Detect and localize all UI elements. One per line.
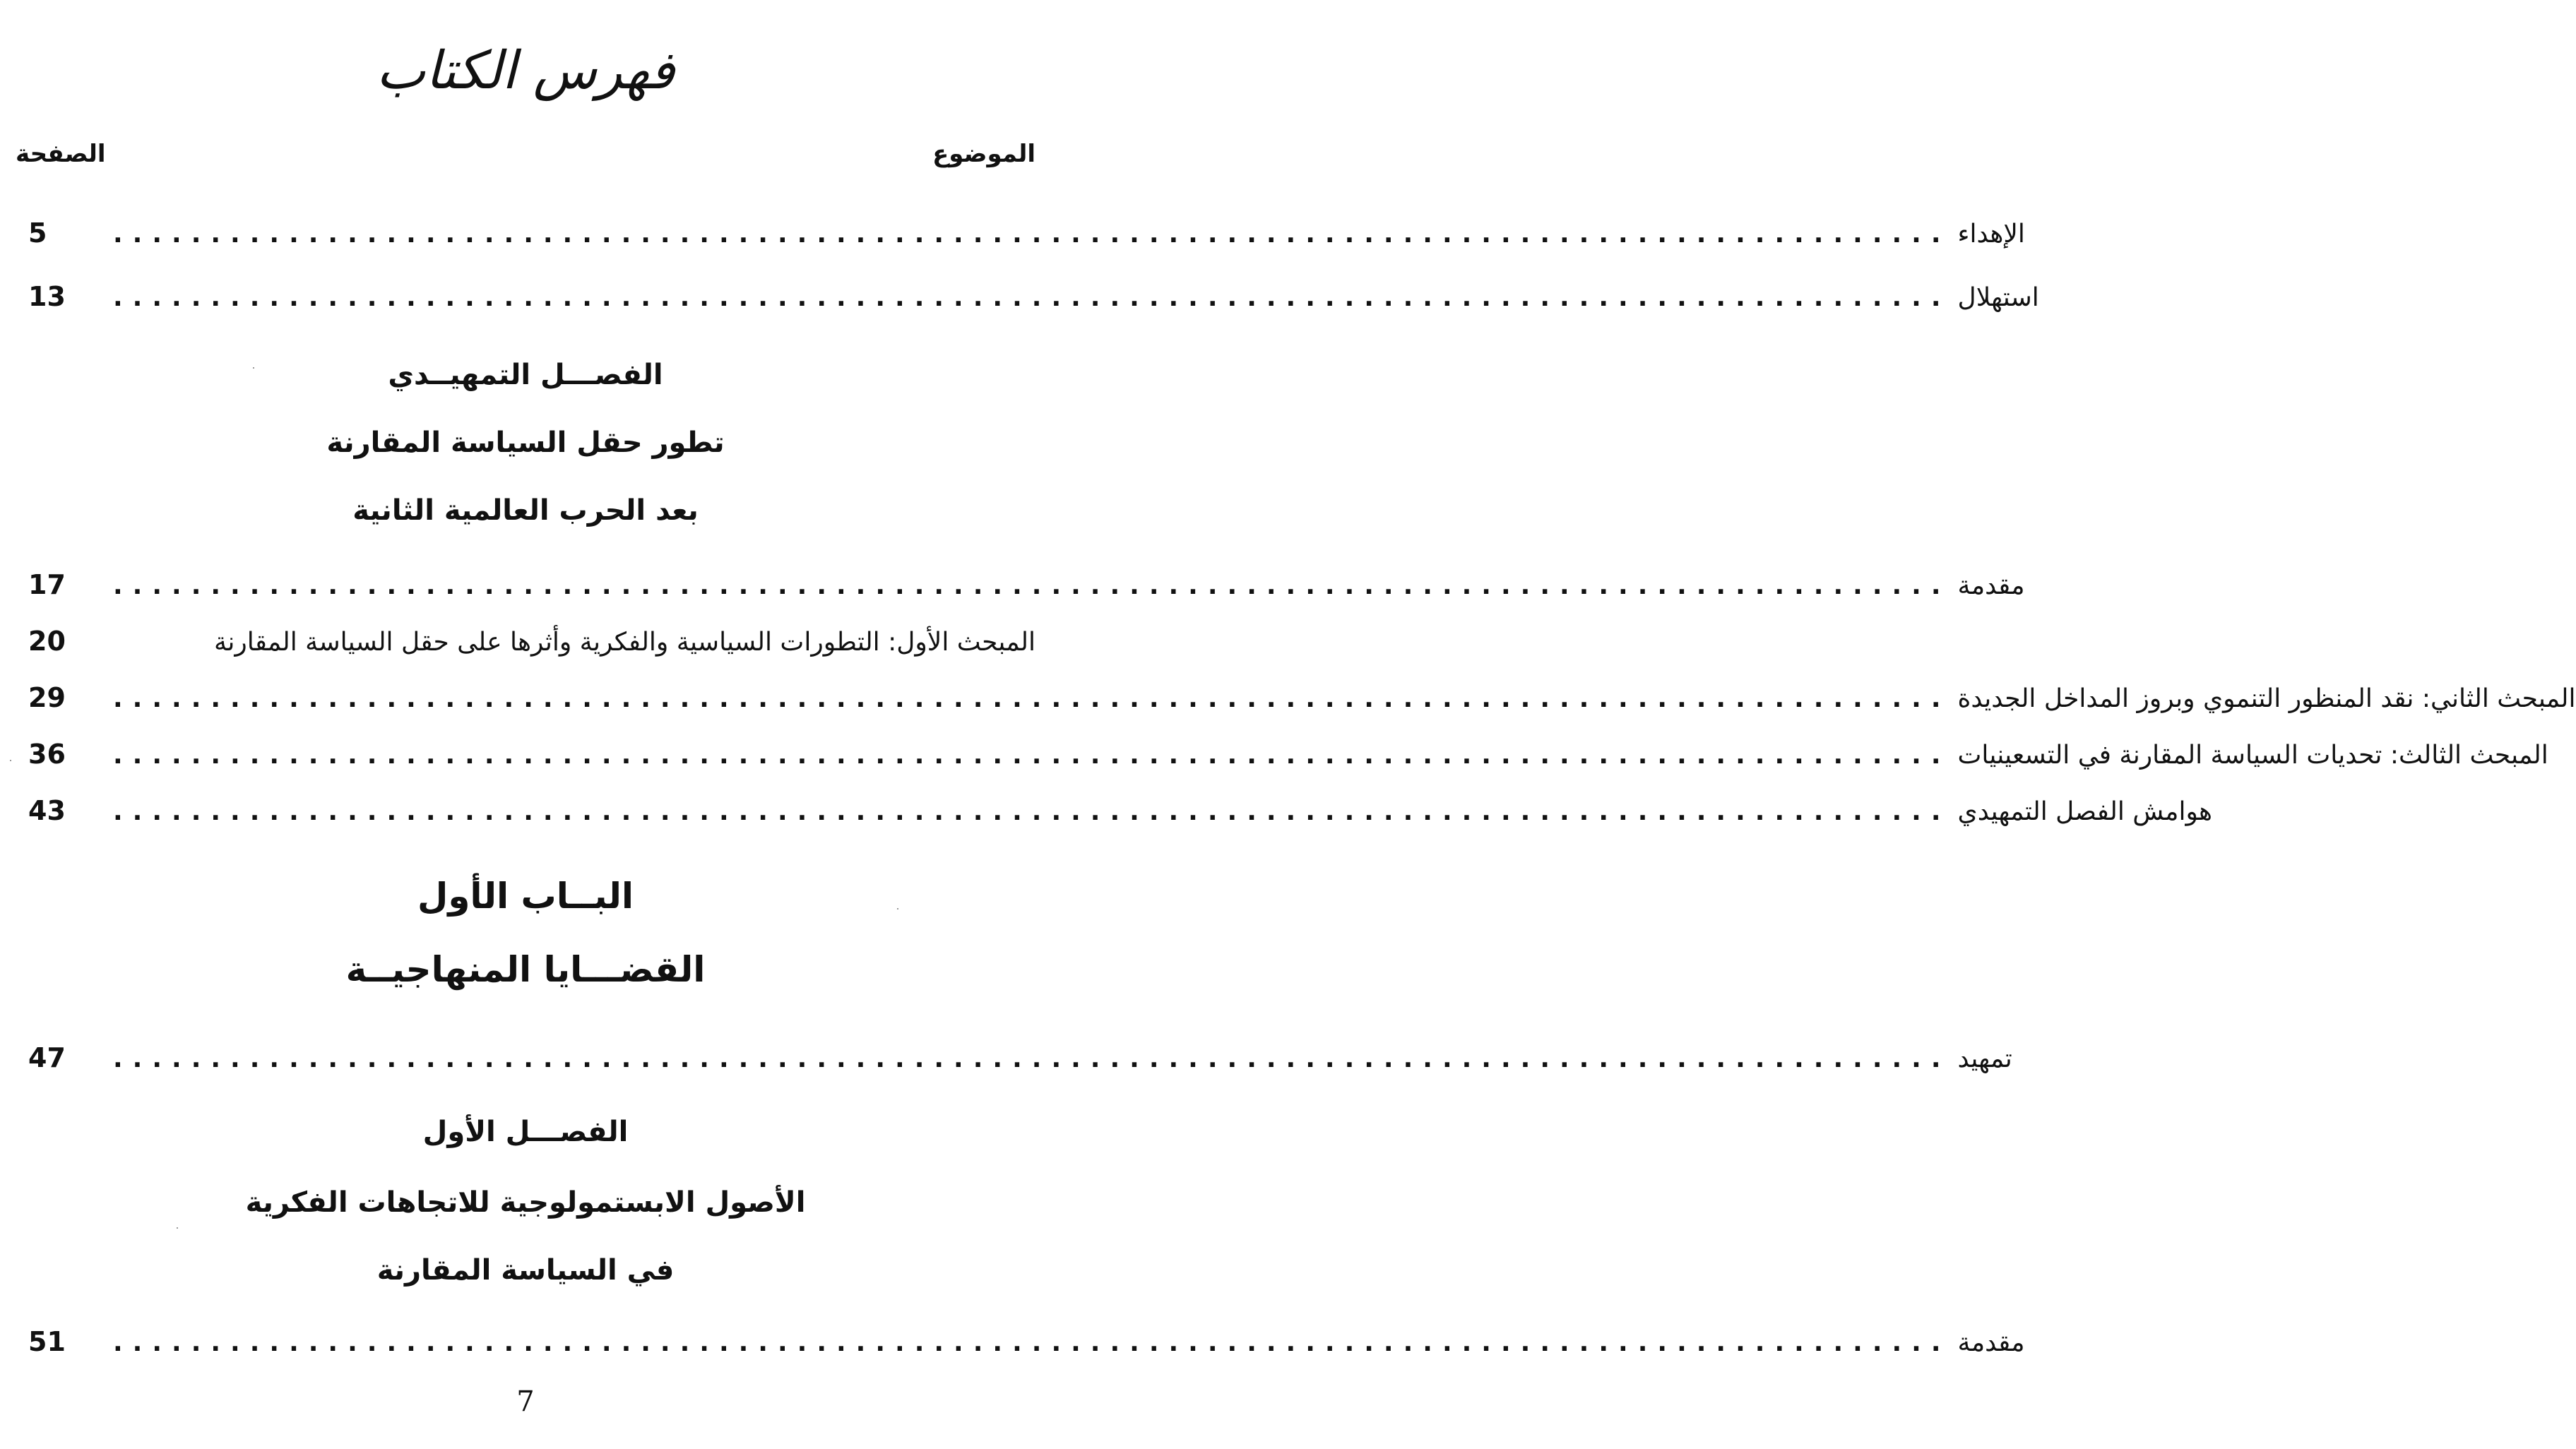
leader-dots: .............................................................................................. (113, 220, 1951, 249)
toc-entry-page: 5 (28, 217, 47, 249)
leader-dots: .............................................................................................. (113, 571, 1951, 600)
toc-entry-page: 51 (28, 1326, 66, 1357)
toc-entry-label: استهلال (1957, 283, 2039, 312)
preliminary-chapter-subtitle-2: بعد الحرب العالمية الثانية (352, 494, 699, 527)
toc-entry-label: تمهيد (1957, 1044, 2012, 1073)
chapter-one-subtitle-1: الأصول الابستمولوجية للاتجاهات الفكرية (245, 1186, 806, 1219)
part-one-heading: البــاب الأول (417, 876, 634, 917)
toc-entry-page: 29 (28, 682, 66, 713)
toc-entry-page: 13 (28, 281, 66, 312)
toc-entry-chapter-one-introduction[interactable] (28, 1326, 2025, 1371)
leader-dots: .............................................................................................. (113, 684, 1951, 713)
toc-entry-section-1[interactable] (28, 626, 1035, 671)
scan-speck (177, 1227, 178, 1229)
toc-entry-page: 47 (28, 1042, 66, 1073)
preliminary-chapter-heading: الفصـــل التمهيــدي (388, 359, 663, 391)
scan-speck (253, 367, 254, 369)
toc-entry-label: المبحث الثالث: تحديات السياسة المقارنة في التسعينيات (1957, 741, 2548, 770)
page-column-header: الصفحة (16, 140, 106, 168)
toc-entry-introduction[interactable] (28, 569, 2025, 614)
page-number: 7 (516, 1385, 535, 1418)
toc-entry-label: مقدمة (1957, 1328, 2025, 1357)
toc-entry-dedication[interactable] (28, 217, 2025, 263)
leader-dots: .............................................................................................. (113, 1328, 1951, 1357)
toc-header-row (16, 140, 1035, 182)
toc-entry-page: 17 (28, 569, 66, 600)
toc-entry-page: 36 (28, 739, 66, 770)
chapter-one-heading: الفصـــل الأول (422, 1116, 629, 1148)
toc-entry-label: الإهداء (1957, 220, 2025, 249)
toc-entry-label: هوامش الفصل التمهيدي (1957, 797, 2213, 826)
toc-entry-preliminary-notes[interactable] (28, 795, 2213, 840)
leader-dots: .............................................................................................. (113, 797, 1951, 826)
toc-entry-label: مقدمة (1957, 571, 2025, 600)
toc-entry-prelude[interactable] (28, 281, 2039, 326)
chapter-one-subtitle-2: في السياسة المقارنة (376, 1254, 675, 1287)
leader-dots: .............................................................................................. (113, 283, 1951, 312)
preliminary-chapter-subtitle-1: تطور حقل السياسة المقارنة (326, 427, 725, 459)
toc-title: فهرس الكتاب (376, 40, 675, 101)
toc-entry-page: 20 (28, 626, 66, 657)
toc-entry-label: المبحث الثاني: نقد المنظور التنموي وبروز المداخل الجديدة (1957, 684, 2576, 713)
toc-entry-section-3[interactable] (28, 739, 2548, 784)
leader-dots: .............................................................................................. (113, 741, 1951, 770)
toc-entry-section-2[interactable] (28, 682, 2576, 727)
scan-speck (10, 760, 11, 761)
leader-dots: .............................................................................................. (113, 1044, 1951, 1073)
part-one-subtitle: القضـــايا المنهاجيــة (345, 949, 706, 990)
scan-speck (897, 908, 898, 910)
toc-entry-preface[interactable] (28, 1042, 2012, 1087)
toc-entry-label: المبحث الأول: التطورات السياسية والفكرية وأثرها على حقل السياسة المقارنة (214, 628, 1035, 657)
toc-entry-page: 43 (28, 795, 66, 826)
topic-column-header: الموضوع (932, 140, 1035, 168)
